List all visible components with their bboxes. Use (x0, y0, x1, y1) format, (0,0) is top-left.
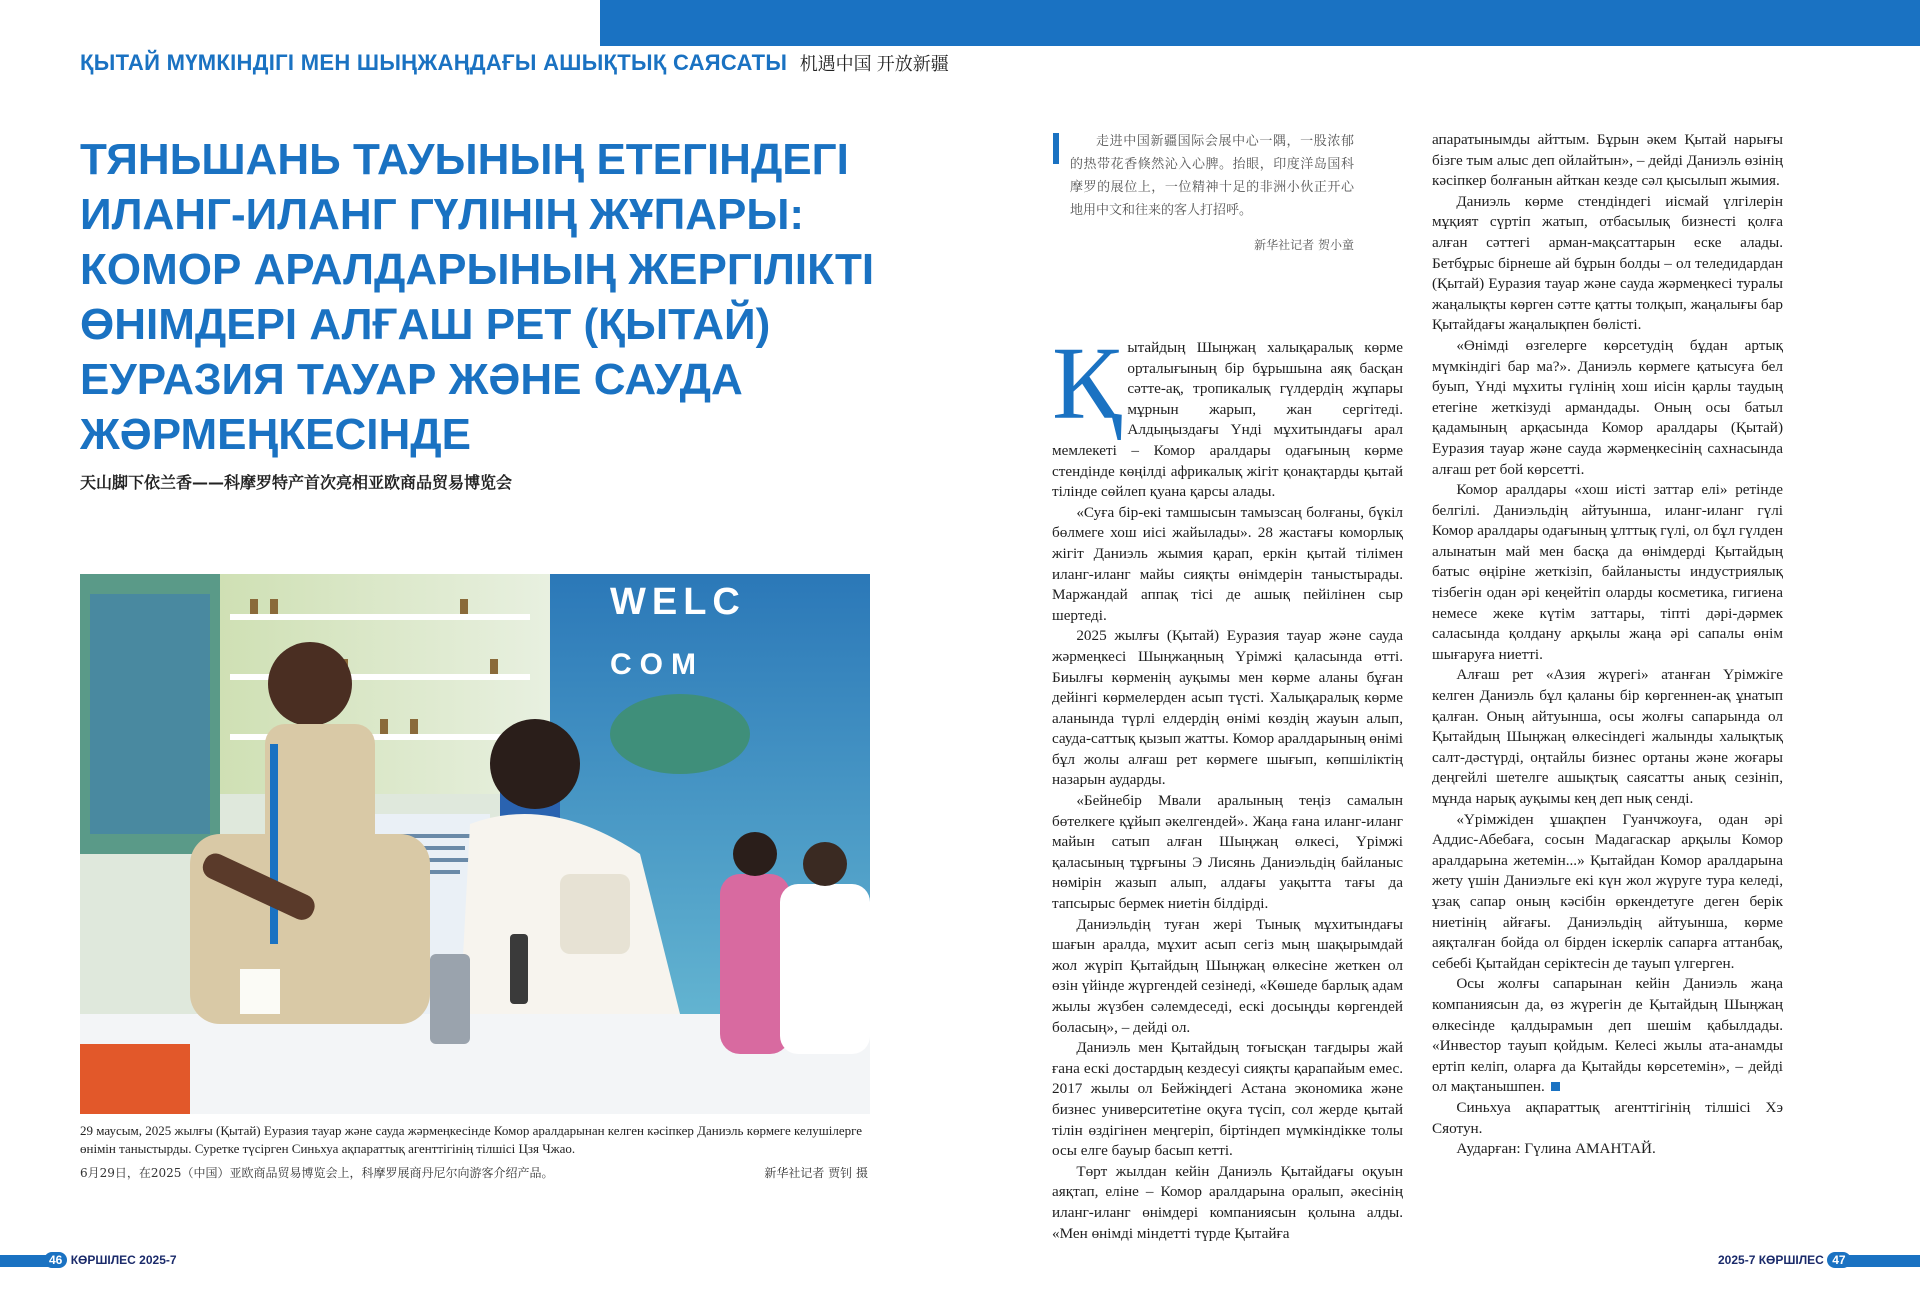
header-color-band (600, 0, 1920, 46)
photo-credit: 新华社记者 贾钊 摄 (764, 1166, 868, 1180)
paragraph: Даниэль мен Қытайдың тоғысқан тағдыры жай ғана ескі достардың кездесуі сияқты қарапайым емес. 2017 жылы ол Бейжіңдегі Астана экономика және бизнес университетіне оқуға түсіп, сол жерде қытай тілін өздігінен меңгеріп, біртіндеп мүмкіндікке толы осы елге бауыр басып кетті. (1052, 1039, 1403, 1160)
section-title-zh: 机遇中国 开放新疆 (799, 54, 949, 74)
section-title: ҚЫТАЙ МҮМКІНДІГІ МЕН ШЫҢЖАҢДАҒЫ АШЫҚТЫҚ САЯСАТЫ (80, 50, 788, 75)
paragraph: Даниэльдің туған жері Тынық мұхитындағы шағын аралда, мұхит асып сегіз мың шақырымдай жол жүріп Қытайдың Шыңжаң өлкесіне жеткен ол өзін үйінде жүргендей сезінеді, «Көшеде барлық адам жылы жүзбен сәлемдеседі, ескі досыңды көргендей боласың», – дейді ол. (1052, 915, 1403, 1036)
paragraph: Осы жолғы сапарынан кейін Даниэль жаңа компаниясын да, өз жүрегін де Қытайдың Шыңжаң өлкесінде қалдырамын деп шешім қабылдады. «Инвестор тауып қойдым. Келесі жылы ата-анамды ертіп келіп, оларға да Қытайды көрсетемін», – дейді ол мақтанышпен. (1432, 975, 1783, 1096)
footer-right (1718, 1252, 1851, 1272)
sea-turtle (610, 694, 750, 774)
paragraph: Қытайдың Шыңжаң халықаралық көрме орталығының бір бұрышына аяқ басқан сәтте-ақ, тропикалық гүлдердің жұпары мұрнын жарып, жан сергітеді. Алдыңыздағы Үнді мұхитындағы арал мемлекеті – Комор аралдары одағының көрме стендінде көңілді африкалық жігіт қонақтарды қытай тілінде сөйлеп қуана қарсы алады. (1052, 326, 1403, 501)
footer-magazine-left: КӨРШІЛЕС 2025-7 (70, 1253, 177, 1267)
exhibition-booth-photo (80, 574, 870, 1114)
paragraph: «Үрімжіден ұшақпен Гуанчжоуға, одан әрі Аддис-Абебаға, сосын Мадагаскар арқылы Комор аралдарына жетемін...» Қытайдан Комор аралдарына жету үшін Даниэльге екі күн жол жүруге тура келеді, ұзақ сапар оның кәсібін өркендетуге деген берік ниетінің айғағы. Даниэльдің айтуынша, көрме аяқталған бойда ол бірден іскерлік сапарға аттанбақ, себебі Қытайдан серіктесін де тауып үлгерген. (1432, 810, 1783, 972)
paragraph: «Бейнебір Мвали аралының теңіз самалын бөтелкеге құйып әкелгендей». Жаңа ғана иланг-иланг майын сатып алған Шыңжаң өлкесі, Үрімжі қаласының тұрғыны Э Лисянь Даниэльдің байланыс нөмірін жазып алып, алдағы уақытта тағы да тапсырыс бермек ниетін білдірді. (1052, 792, 1403, 913)
article-photo (80, 574, 870, 1114)
page-number-left: 46 (44, 1252, 67, 1268)
exhibitor-head (268, 642, 352, 726)
author-credit: Синьхуа ақпараттық агенттігінің тілшісі Хэ Сяотун. (1432, 1098, 1783, 1137)
drop-cap: Қ (1052, 326, 1122, 441)
photo-caption-zh: 6月29日，在2025（中国）亚欧商品贸易博览会上，科摩罗展商丹尼尔向游客介绍产品。 (80, 1166, 554, 1180)
photo-caption: 29 маусым, 2025 жылғы (Қытай) Еуразия тауар және сауда жәрмеңкесінде Комор аралдарынан келген кәсіпкер Даниэль көрмеге келушілерге өнімін таныстырды. Суретке түсірген Синьхуа ақпараттық агенттігінің тілшісі Цзя Чжао. (80, 1123, 863, 1156)
lead-marker (1053, 133, 1059, 164)
footer-magazine-right: 2025-7 КӨРШІЛЕС (1718, 1253, 1824, 1267)
paragraph: апаратынымды айттым. Бұрын әкем Қытай нарығы бізге тым алыс деп ойлайтын», – дейді Даниэль өзінің кәсіпкер болғанын айткан кезде сәл қысылып жымия. (1432, 131, 1783, 190)
paragraph: «Өнімді өзгелерге көрсетудің бұдан артық мүмкіндігі бар ма?». Даниэль көрмеге қатысуға бел буып, Үнді мұхиты гүлінің хош иісін қарлы таудың етегіне жеткізуді армандады. Оның осы батыл қадамының арқасында Комор аралдары (Қытай) Еуразия тауар және сауда жәрмеңкесінің сахнасында алғаш рет бой көрсетті. (1432, 336, 1783, 478)
translator-credit: Аударған: Гүлина АМАНТАЙ. (1456, 1140, 1656, 1158)
section-header (80, 50, 949, 76)
device (430, 954, 470, 1044)
page-number-right: 47 (1827, 1252, 1850, 1268)
end-mark-icon (1551, 1082, 1560, 1091)
article-title: ТЯНЬШАНЬ ТАУЫНЫҢ ЕТЕГІНДЕГІ ИЛАНГ-ИЛАНГ ГҮЛІНІҢ ЖҰПАРЫ: КОМОР АРАЛДАРЫНЫҢ ЖЕРГІЛІКТІ ӨНІМДЕРІ АЛҒАШ РЕТ (ҚЫТАЙ) ЕУРАЗИЯ ТАУАР ЖӘНЕ САУДА ЖӘРМЕҢКЕСІНДЕ (80, 135, 875, 459)
footer-left (44, 1252, 177, 1272)
lead-paragraph-zh: 走进中国新疆国际会展中心一隅，一股浓郁的热带花香倏然沁入心脾。抬眼，印度洋岛国科摩罗的展位上，一位精神十足的非洲小伙正开心地用中文和往来的客人打招呼。 (1070, 134, 1354, 218)
lead-credit: 新华社记者 贺小童 (1254, 238, 1354, 252)
paragraph: «Суға бір-екі тамшысын тамызсаң болғаны, бүкіл бөлмеге хош иісі жайылады». 28 жастағы коморлық жігіт Даниэль жымия қарап, еркін қытай тілімен иланг-иланг майы сияқты өнімдерін таныстырады. Маржандай аппақ тісі де ашық пейілінен сыр шертеді. (1052, 503, 1403, 624)
svg-text:WELC: WELC (610, 581, 746, 623)
paragraph: Алғаш рет «Азия жүрегі» атанған Үрімжіге келген Даниэль бұл қаланы бір көргеннен-ақ ұнатып қалған. Оның айтуынша, осы жолғы сапарында ол Қытайдың Шыңжаң өлкесіндегі жалынды халықтық салт-дәстүрді, оңтайлы бизнес ортаны және жоғары деңгейлі шетелге ашықтық саясатты анық сезініп, мұнда нарық ауқымы кең деп нық сенді. (1432, 666, 1783, 807)
visitor-head (490, 719, 580, 809)
article-column-1 (1052, 326, 1403, 1244)
paragraph: Даниэль көрме стендіндегі иісмай үлгілерін мұқият сүртіп жатып, отбасылық бизнесті қолға алған сәттегі арман-мақсаттарын еске алады. Бетбұрыс бірнеше ай бұрын болды – ол теледидардан (Қытай) Еуразия тауар және сауда жәрмеңкесі туралы жаңалықты көрген сәтте қатты толқып, жаңалығы бар Қытайдағы жаңалықпен бөлісті. (1432, 192, 1783, 334)
article-subtitle-zh: 天山脚下依兰香——科摩罗特产首次亮相亚欧商品贸易博览会 (80, 473, 513, 492)
paragraph: Төрт жылдан кейін Даниэль Қытайдағы оқуын аяқтап, еліне – Комор аралдарына оралып, әкесінің иланг-иланг өнімдері компаниясын қолына алды. «Мен өнімді міндетті түрде Қытайға (1052, 1162, 1403, 1242)
paragraph: 2025 жылғы (Қытай) Еуразия тауар және сауда жәрмеңкесі Шыңжаңның Үрімжі қаласында өтті. Биылғы көрменің ауқымы мен көрме аланы бұған дейінгі көрмелерден асып түсті. Халықаралық көрме аланында түрлі елдердің өнімі көздің жауын алып, сауда-саттық қызып жатты. Комор аралдарының өнімі бұл жолы алғаш рет көрмеге шығып, көпшіліктің назарын аударды. (1052, 627, 1403, 789)
svg-text:COM: COM (610, 648, 704, 681)
paragraph: Комор аралдары «хош иісті заттар елі» ретінде белгілі. Даниэльдің айтуынша, иланг-иланг гүлі Комор аралдары одағының ұлттық гүлі, ол бұл гүлден алынатын май мен басқа да өнімдерді Қытайдың батыс өңіріне жеткізіп, байланысты индустриялық тізбегін одан әрі кеңейтіп оларды косметика, гигиена немесе жеке күтім заттары, тіпті дәрі-дәрмек саласында қолдану арқылы жаңа әрі сапалы өнім шығаруға ниетті. (1432, 481, 1783, 663)
article-column-2 (1432, 130, 1783, 1160)
